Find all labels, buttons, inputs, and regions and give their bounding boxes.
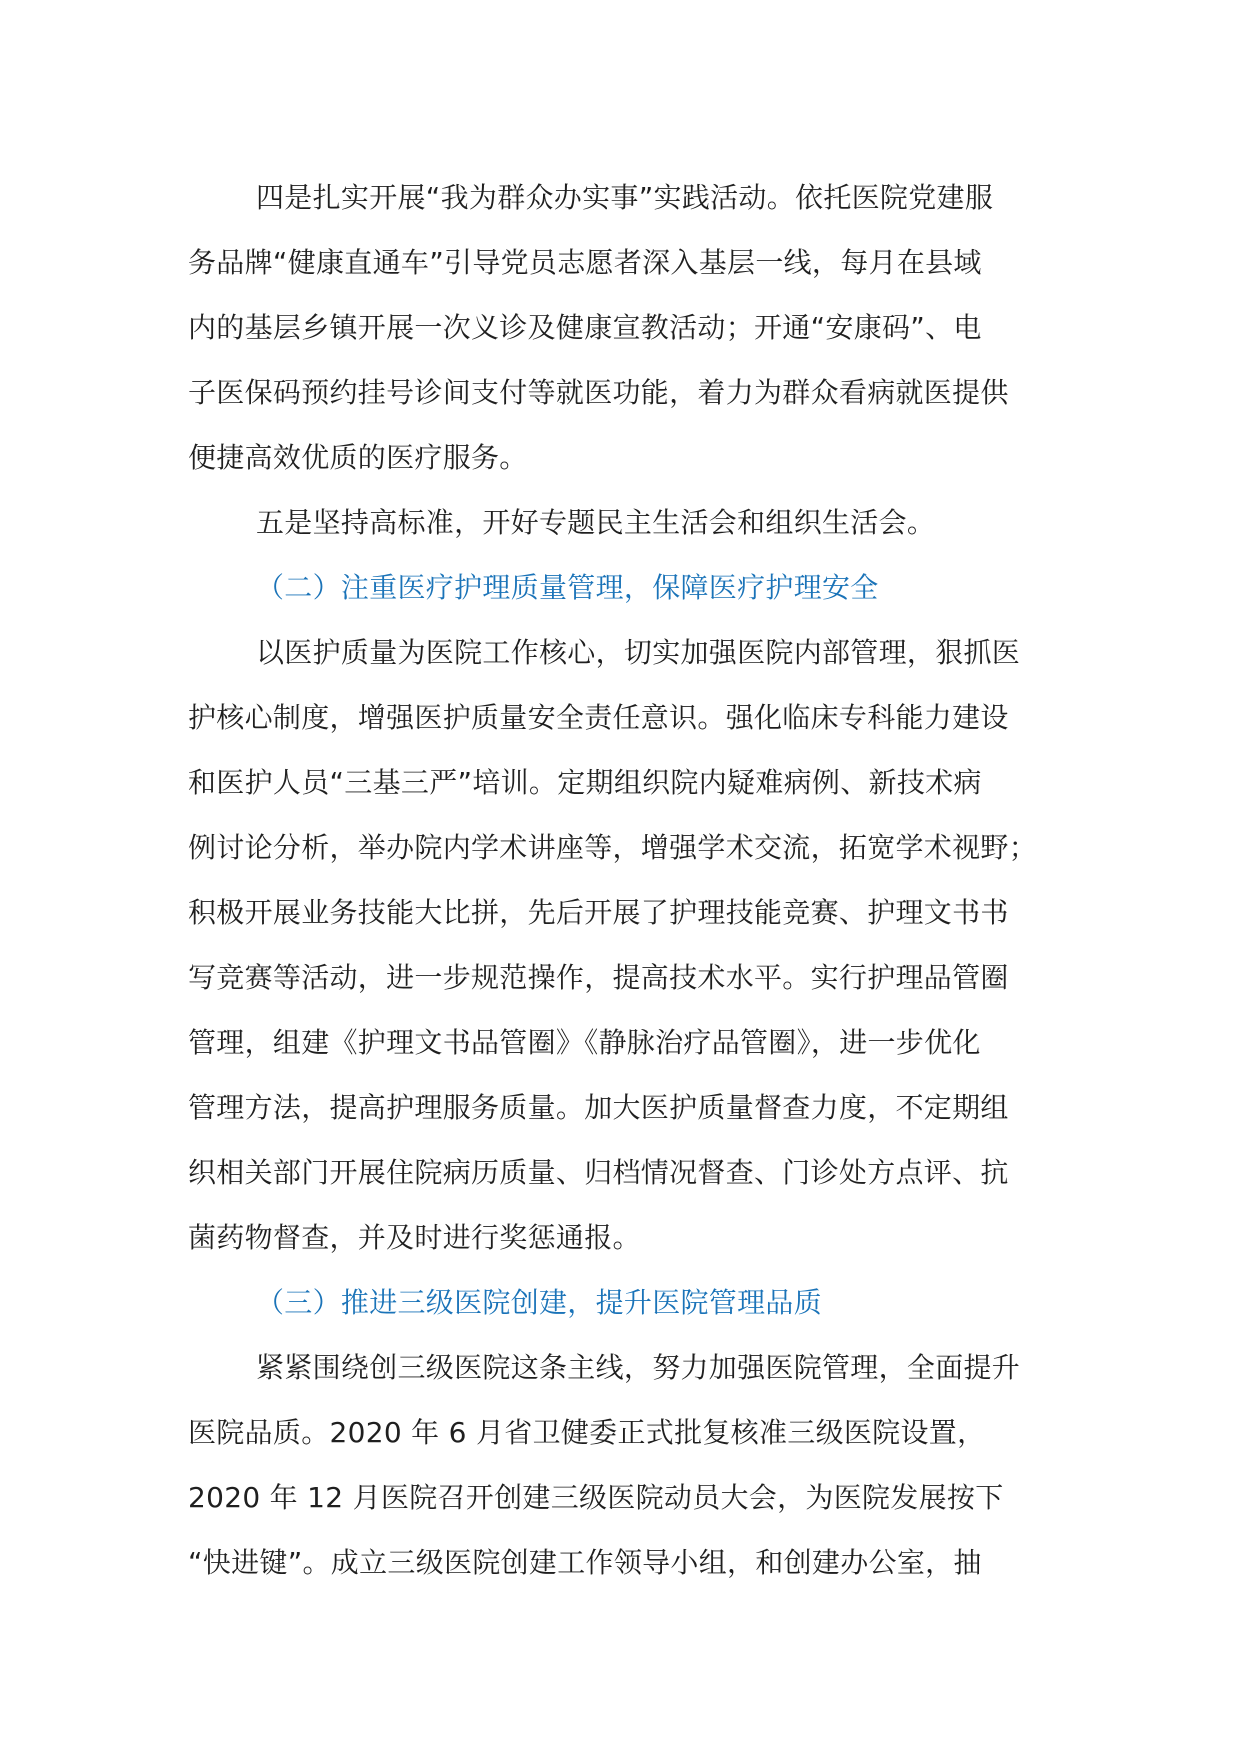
paragraph-line: 织相关部门开展住院病历质量、归档情况督查、门诊处方点评、抗 — [188, 1156, 1009, 1189]
paragraph-line: 写竞赛等活动，进一步规范操作，提高技术水平。实行护理品管圈 — [188, 961, 1009, 994]
paragraph-line: 五是坚持高标准，开好专题民主生活会和组织生活会。 — [256, 506, 936, 539]
paragraph-line: 和医护人员“三基三严”培训。定期组织院内疑难病例、新技术病 — [188, 766, 982, 799]
paragraph-line: 积极开展业务技能大比拼，先后开展了护理技能竞赛、护理文书书 — [188, 896, 1009, 929]
paragraph-line: 例讨论分析，举办院内学术讲座等，增强学术交流，拓宽学术视野； — [188, 831, 1038, 864]
paragraph-line: 管理，组建《护理文书品管圈》《静脉治疗品管圈》，进一步优化 — [188, 1026, 981, 1059]
paragraph-line: 护核心制度，增强医护质量安全责任意识。强化临床专科能力建设 — [188, 701, 1009, 734]
paragraph-line: 紧紧围绕创三级医院这条主线，努力加强医院管理，全面提升 — [256, 1351, 1021, 1384]
paragraph-line: 2020 年 12 月医院召开创建三级医院动员大会，为医院发展按下 — [188, 1481, 1004, 1514]
paragraph-line: 菌药物督查，并及时进行奖惩通报。 — [188, 1221, 641, 1254]
paragraph-line: 务品牌“健康直通车”引导党员志愿者深入基层一线，每月在县域 — [188, 246, 982, 279]
section-heading: （二）注重医疗护理质量管理，保障医疗护理安全 — [256, 571, 879, 604]
paragraph-line: 便捷高效优质的医疗服务。 — [188, 441, 528, 474]
paragraph-line: “快进键”。成立三级医院创建工作领导小组，和创建办公室，抽 — [188, 1546, 982, 1579]
section-heading: （三）推进三级医院创建，提升医院管理品质 — [256, 1286, 823, 1319]
document-body — [188, 165, 1064, 1595]
paragraph-line: 四是扎实开展“我为群众办实事”实践活动。依托医院党建服 — [256, 181, 994, 214]
paragraph-line: 以医护质量为医院工作核心，切实加强医院内部管理，狠抓医 — [256, 636, 1021, 669]
paragraph-line: 管理方法，提高护理服务质量。加大医护质量督查力度，不定期组 — [188, 1091, 1009, 1124]
paragraph-line: 内的基层乡镇开展一次义诊及健康宣教活动；开通“安康码”、电 — [188, 311, 982, 344]
paragraph-line: 医院品质。2020 年 6 月省卫健委正式批复核准三级医院设置， — [188, 1416, 986, 1449]
document-page — [188, 165, 1064, 1595]
paragraph-line: 子医保码预约挂号诊间支付等就医功能，着力为群众看病就医提供 — [188, 376, 1009, 409]
